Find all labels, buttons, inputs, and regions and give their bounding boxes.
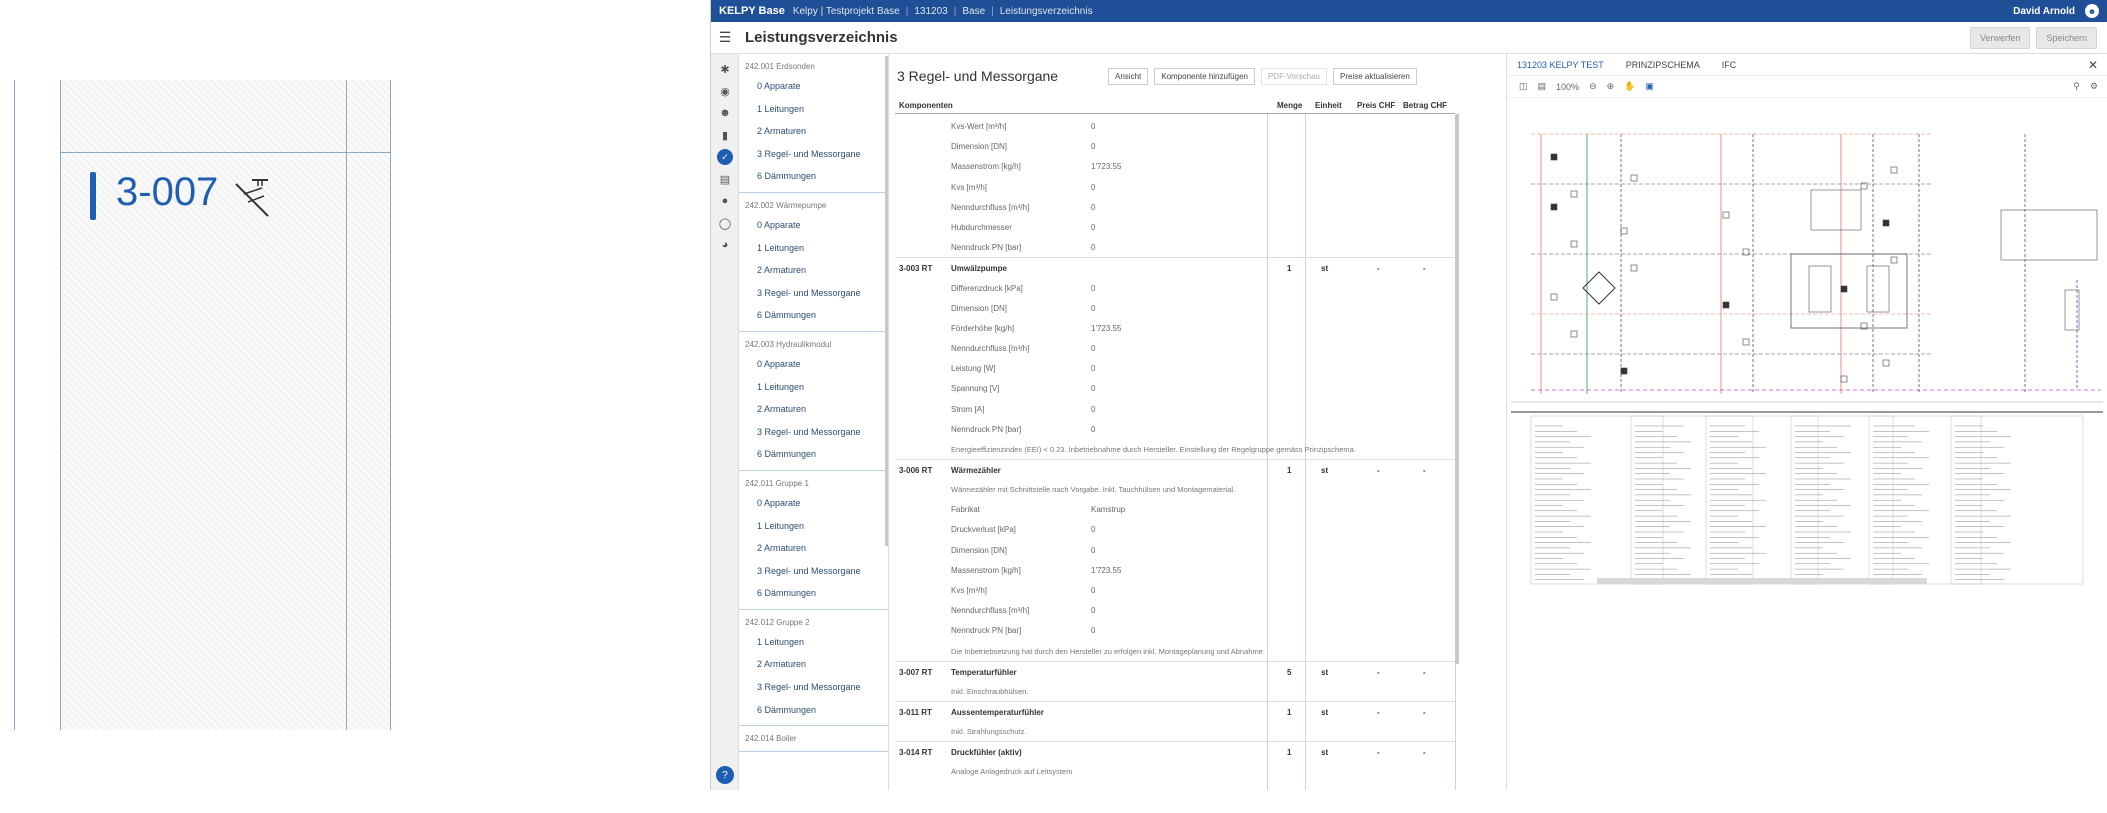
tree-item[interactable]: 2 Armaturen — [757, 126, 807, 137]
view-button[interactable]: Ansicht — [1108, 68, 1148, 85]
table-row — [895, 419, 1455, 439]
document-viewer — [1506, 54, 2107, 790]
menu-icon[interactable]: ☰ — [718, 29, 732, 45]
tree-item[interactable]: 1 Leitungen — [757, 103, 805, 114]
tree-item[interactable]: 1 Leitungen — [757, 636, 805, 647]
row-component-name: Umwälzpumpe — [951, 264, 1008, 274]
tree-item[interactable]: 6 Dämmungen — [757, 449, 817, 460]
row-quantity: 1 — [1287, 707, 1292, 717]
tree-scrollbar[interactable] — [885, 56, 888, 546]
table-row — [895, 217, 1455, 237]
property-value: 0 — [1091, 606, 1096, 616]
table-row — [895, 721, 1455, 741]
section-title: 3 Regel- und Messorgane — [897, 68, 1059, 84]
row-unit: st — [1321, 264, 1329, 274]
discard-button[interactable]: Verwerfen — [1970, 27, 2031, 49]
property-label: Dimension [DN] — [951, 142, 1008, 152]
row-unit: st — [1321, 747, 1329, 757]
table-row — [895, 136, 1455, 156]
sensor-symbol-icon — [232, 176, 276, 220]
table-row — [895, 156, 1455, 176]
schematic-shape — [1883, 220, 1889, 226]
row-note: Inkl. Einschraubhülsen. — [951, 686, 1029, 696]
tree-item[interactable]: 1 Leitungen — [757, 381, 805, 392]
row-marker — [90, 172, 96, 220]
add-component-button[interactable]: Komponente hinzufügen — [1154, 68, 1255, 85]
table-header — [895, 96, 1455, 114]
property-label: Differenzdruck [kPa] — [951, 283, 1023, 293]
table-row — [895, 540, 1455, 560]
breadcrumb-item[interactable]: Base — [962, 5, 986, 17]
table-row — [895, 519, 1455, 539]
app-logo[interactable]: KELPY Base — [719, 5, 785, 17]
property-value: 0 — [1091, 283, 1096, 293]
viewer-toolbar — [1507, 76, 2107, 98]
person-icon[interactable]: ◯ — [718, 217, 732, 230]
table-row — [895, 681, 1455, 701]
table-row[interactable] — [895, 459, 1455, 479]
row-component-name: Temperaturfühler — [951, 667, 1017, 677]
tree-item[interactable]: 2 Armaturen — [757, 265, 807, 276]
property-value: 0 — [1091, 545, 1096, 555]
row-code: 3-014 RT — [899, 747, 933, 757]
table-row — [895, 399, 1455, 419]
table-scrollbar[interactable] — [1455, 114, 1459, 664]
tree-group — [739, 193, 888, 332]
property-value: 0 — [1091, 344, 1096, 354]
structure-tree — [739, 54, 889, 790]
zoom-select[interactable]: 100% — [1556, 81, 1580, 92]
document-icon[interactable]: ▤ — [719, 173, 731, 186]
tree-group-title[interactable]: 242.012 Gruppe 2 — [745, 617, 810, 627]
row-unit: st — [1321, 707, 1329, 717]
row-unit: st — [1321, 667, 1329, 677]
avatar[interactable]: ☻ — [2085, 4, 2099, 18]
row-code: 3-006 RT — [899, 466, 933, 475]
update-prices-button[interactable]: Preise aktualisieren — [1333, 68, 1417, 85]
tree-group — [739, 332, 888, 471]
close-icon[interactable]: ✕ — [2087, 57, 2098, 72]
row-amount: - — [1423, 707, 1426, 717]
table-row — [895, 177, 1455, 197]
schematic-drawing[interactable] — [1511, 104, 2103, 588]
property-label: Nenndurchfluss [m³/h] — [951, 202, 1030, 212]
property-value: 0 — [1091, 243, 1096, 253]
tree-group-title[interactable]: 242.003 Hydraulikmodul — [745, 339, 832, 349]
tree-group-title[interactable]: 242.014 Boiler — [745, 734, 797, 744]
page-header — [711, 22, 2107, 54]
pan-hand-icon[interactable]: ✋ — [1624, 81, 1636, 91]
tree-group — [739, 54, 888, 193]
table-row — [895, 560, 1455, 580]
tree-item[interactable]: 0 Apparate — [757, 497, 801, 508]
tree-item[interactable]: 0 Apparate — [757, 219, 801, 230]
tab-document[interactable]: PRINZIPSCHEMA — [1625, 59, 1700, 70]
table-row — [895, 499, 1455, 519]
property-label: Kvs-Wert [m³/h] — [951, 122, 1007, 131]
zoom-hatch-area — [60, 80, 390, 730]
row-price: - — [1377, 707, 1380, 717]
viewer-settings-icon[interactable]: ⚙ — [2089, 81, 2098, 91]
tree-group — [739, 610, 888, 726]
tree-item[interactable]: 0 Apparate — [757, 358, 801, 369]
table-row — [895, 338, 1455, 358]
table-row — [895, 318, 1455, 338]
zoom-grid-line — [60, 80, 61, 730]
search-icon[interactable]: ⚲ — [2073, 81, 2080, 91]
property-value: 0 — [1091, 182, 1096, 192]
tree-item[interactable]: 2 Armaturen — [757, 659, 807, 670]
row-quantity: 5 — [1287, 667, 1292, 677]
row-code: 3-011 RT — [899, 707, 932, 717]
table-row — [895, 237, 1455, 257]
row-note: Analoge Anlagedruck auf Leitsystem — [951, 767, 1073, 777]
property-label: Förderhöhe [kg/h] — [951, 323, 1015, 333]
table-row — [895, 620, 1455, 640]
property-label: Nenndurchfluss [m³/h] — [951, 344, 1030, 354]
schematic-shape — [1621, 368, 1627, 374]
property-label: Nenndruck PN [bar] — [951, 424, 1022, 434]
tree-item[interactable]: 1 Leitungen — [757, 242, 805, 253]
tree-item[interactable]: 3 Regel- und Messorgane — [757, 682, 861, 693]
viewer-tabs — [1507, 54, 2107, 76]
tree-item[interactable]: 3 Regel- und Messorgane — [757, 148, 861, 159]
property-label: Spannung [V] — [951, 384, 1000, 394]
zoom-grid-line — [390, 80, 391, 730]
table-row[interactable] — [895, 661, 1455, 681]
sidebar-toggle-icon[interactable]: ◫ — [1519, 81, 1528, 91]
property-value: 0 — [1091, 364, 1096, 374]
table-row — [895, 298, 1455, 318]
property-value: 0 — [1091, 303, 1096, 313]
zoom-detail-panel — [0, 0, 710, 813]
user-name[interactable]: David Arnold — [2013, 5, 2075, 17]
table-row[interactable] — [895, 741, 1455, 761]
tree-item[interactable]: 1 Leitungen — [757, 520, 805, 531]
property-value: 0 — [1091, 142, 1096, 152]
property-value: 1'723.55 — [1091, 323, 1122, 333]
tree-group-title[interactable]: 242.011 Gruppe 1 — [745, 478, 809, 488]
row-amount: - — [1423, 747, 1426, 757]
row-note: Inkl. Strahlungsschutz. — [951, 726, 1027, 736]
row-quantity: 1 — [1287, 264, 1292, 274]
table-row — [895, 197, 1455, 217]
property-value: 0 — [1091, 424, 1096, 434]
top-bar — [711, 0, 2107, 22]
property-label: Nenndruck PN [bar] — [951, 243, 1022, 253]
property-label: Massenstrom [kg/h] — [951, 565, 1021, 575]
table-row — [895, 439, 1455, 459]
breadcrumb-separator: | — [991, 5, 994, 17]
row-note: Die Inbetriebsetzung hat durch den Hersteller zu erfolgen inkl. Montageplanung und Abnahme. — [951, 646, 1265, 656]
zoom-divider — [14, 80, 15, 730]
row-component-name: Druckfühler (aktiv) — [951, 747, 1022, 757]
table-row — [895, 761, 1455, 781]
table-row — [895, 580, 1455, 600]
property-value: 1'723.55 — [1091, 162, 1122, 172]
table-row — [895, 116, 1455, 136]
property-value: 0 — [1091, 222, 1096, 232]
property-value: 0 — [1091, 384, 1096, 394]
component-table-panel — [891, 54, 1469, 790]
app-window — [710, 0, 2107, 790]
row-quantity: 1 — [1287, 466, 1292, 475]
row-unit: st — [1321, 466, 1329, 475]
clock-icon[interactable]: ◕ — [721, 239, 729, 251]
property-value: Kamstrup — [1091, 505, 1126, 515]
row-amount: - — [1423, 667, 1426, 677]
row-price: - — [1377, 747, 1380, 757]
save-button[interactable]: Speichern — [2036, 27, 2097, 49]
property-value: 0 — [1091, 626, 1096, 636]
icon-rail — [711, 54, 739, 790]
table-toolbar — [1108, 68, 1417, 85]
row-price: - — [1377, 466, 1380, 475]
zoom-code: 3-007 — [116, 170, 219, 214]
zoom-in-icon[interactable]: ⊕ — [1606, 81, 1615, 91]
schematic-shape — [1551, 154, 1557, 160]
col-header-price[interactable]: Preis CHF — [1357, 101, 1396, 110]
tree-group-title[interactable]: 242.001 Erdsonden — [745, 62, 815, 71]
table-body — [895, 116, 1455, 781]
row-amount: - — [1423, 466, 1426, 475]
zoom-grid-line — [60, 152, 390, 153]
schematic-shape — [1597, 578, 1927, 584]
col-header-amount[interactable]: Betrag CHF — [1403, 101, 1448, 110]
breadcrumb-item[interactable]: Kelpy | Testprojekt Base — [792, 5, 900, 17]
property-value: 1'723.55 — [1091, 565, 1122, 575]
tree-item[interactable]: 3 Regel- und Messorgane — [757, 287, 861, 298]
breadcrumb-item[interactable]: 131203 — [914, 5, 948, 17]
settings-icon[interactable]: ✱ — [720, 63, 730, 76]
property-label: Massenstrom [kg/h] — [951, 162, 1021, 172]
table-row — [895, 278, 1455, 298]
select-icon[interactable]: ▣ — [1645, 81, 1654, 91]
tab-project[interactable]: 131203 KELPY TEST — [1517, 59, 1604, 70]
row-code: 3-007 RT — [899, 667, 933, 677]
breadcrumb-separator: | — [905, 5, 909, 17]
property-value: 0 — [1091, 585, 1096, 595]
breadcrumb-separator: | — [953, 5, 957, 17]
tree-group — [739, 726, 888, 752]
col-header-unit[interactable]: Einheit — [1315, 101, 1342, 110]
property-label: Hubdurchmesser — [951, 222, 1012, 232]
table-row[interactable] — [895, 701, 1455, 721]
page-icon[interactable]: ▤ — [1537, 81, 1547, 91]
table-row — [895, 641, 1455, 661]
table-row[interactable] — [895, 257, 1455, 277]
tree-item[interactable]: 6 Dämmungen — [757, 171, 817, 182]
tree-group — [739, 471, 888, 610]
page-title: Leistungsverzeichnis — [745, 29, 898, 46]
property-label: Kvs [m³/h] — [951, 585, 988, 595]
property-label: Dimension [DN] — [951, 545, 1008, 555]
row-amount: - — [1423, 264, 1426, 274]
property-value: 0 — [1091, 202, 1096, 212]
tab-ifc[interactable]: IFC — [1721, 59, 1737, 70]
col-header-components[interactable]: Komponenten — [899, 101, 953, 110]
schematic-shape — [1551, 204, 1557, 210]
tree-item[interactable]: 6 Dämmungen — [757, 704, 817, 715]
property-label: Kvs [m³/h] — [951, 182, 988, 192]
schematic-shape — [1841, 286, 1847, 292]
table-row — [895, 378, 1455, 398]
row-price: - — [1377, 264, 1380, 274]
tree-item[interactable]: 0 Apparate — [757, 81, 801, 91]
schematic-shape — [1723, 302, 1729, 308]
table-row — [895, 358, 1455, 378]
chart-icon[interactable]: ▮ — [721, 129, 729, 142]
row-component-name: Aussentemperaturfühler — [951, 707, 1044, 717]
row-component-name: Wärmezähler — [951, 466, 1001, 475]
pdf-preview-button[interactable]: PDF-Vorschau — [1261, 68, 1327, 85]
property-label: Nenndurchfluss [m³/h] — [951, 606, 1030, 616]
breadcrumb-item[interactable]: Leistungsverzeichnis — [999, 5, 1093, 17]
tree-group-title[interactable]: 242.002 Wärmepumpe — [745, 200, 827, 210]
tree-item[interactable]: 3 Regel- und Messorgane — [757, 565, 861, 576]
row-price: - — [1377, 667, 1380, 677]
tree-item[interactable]: 2 Armaturen — [757, 543, 807, 554]
property-label: Strom [A] — [951, 404, 985, 414]
breadcrumb — [793, 6, 1093, 17]
row-note: Energieeffizienzindex (EEI) < 0.23. Inbetriebnahme durch Hersteller. Einstellung der Regelgruppe gemäss Prinzipschema. — [951, 445, 1356, 454]
property-value: 0 — [1091, 525, 1096, 535]
col-header-quantity[interactable]: Menge — [1277, 101, 1303, 110]
property-label: Fabrikat — [951, 505, 980, 515]
tree-item[interactable]: 3 Regel- und Messorgane — [757, 426, 861, 437]
table-row — [895, 600, 1455, 620]
tree-item[interactable]: 2 Armaturen — [757, 404, 807, 415]
zoom-out-icon[interactable]: ⊖ — [1589, 81, 1597, 91]
zoom-grid-line — [346, 80, 347, 730]
user-icon[interactable]: ☻ — [719, 107, 731, 119]
row-quantity: 1 — [1287, 747, 1292, 757]
schematic-shape — [1511, 104, 2103, 588]
car-icon[interactable]: ◉ — [720, 85, 730, 98]
help-icon[interactable]: ? — [716, 766, 734, 784]
tree-item[interactable]: 6 Dämmungen — [757, 588, 817, 599]
row-note: Wärmezähler mit Schnittstelle nach Vorgabe. Inkl. Tauchhülsen und Montagematerial. — [951, 485, 1236, 495]
table-row — [895, 479, 1455, 499]
property-label: Leistung [W] — [951, 364, 996, 374]
property-value: 0 — [1091, 122, 1096, 131]
property-label: Nenndruck PN [bar] — [951, 626, 1022, 636]
location-icon[interactable]: ● — [721, 195, 729, 207]
tree-item[interactable]: 6 Dämmungen — [757, 310, 817, 321]
property-label: Dimension [DN] — [951, 303, 1008, 313]
verified-icon[interactable]: ✓ — [711, 146, 739, 168]
property-label: Druckverlust [kPa] — [951, 525, 1016, 535]
property-value: 0 — [1091, 404, 1096, 414]
row-code: 3-003 RT — [899, 264, 933, 274]
